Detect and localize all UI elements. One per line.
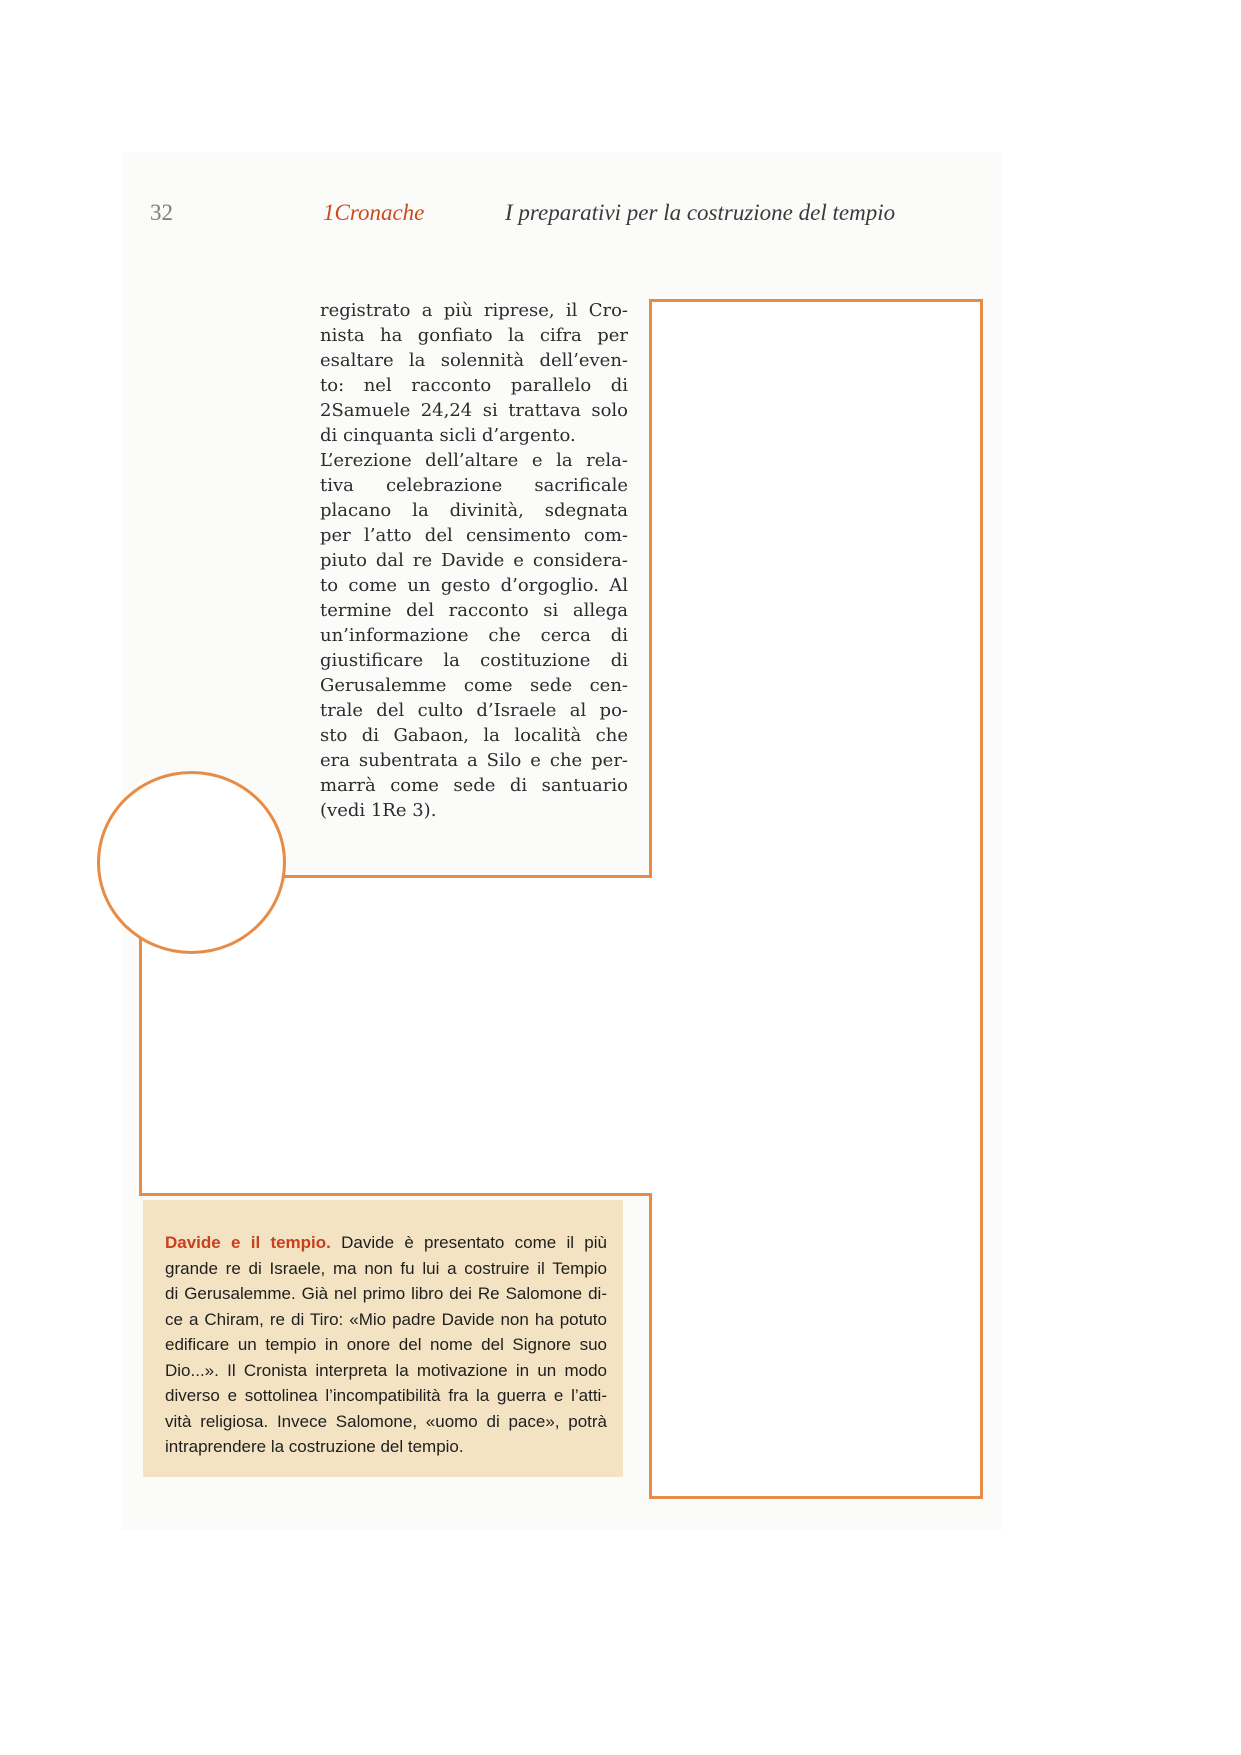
body-text-line: piuto dal re Davide e considera-	[320, 550, 628, 571]
body-text-column	[320, 298, 628, 823]
body-text-line: placano la divinità, sdegnata	[320, 500, 628, 521]
sidebar-text-line: diverso e sottolinea l’incompatibilità fra la guerra e l’atti-	[165, 1386, 607, 1405]
body-text-line: 2Samuele 24,24 si trattava solo	[320, 400, 628, 421]
page-number: 32	[150, 200, 173, 225]
sidebar-text-line: grande re di Israele, ma non fu lui a costruire il Tempio	[165, 1258, 607, 1278]
sidebar-title: Davide e il tempio.	[165, 1233, 331, 1252]
body-text-line: di cinquanta sicli d’argento.	[320, 425, 576, 446]
body-text-line: sto di Gabaon, la località che	[320, 725, 628, 746]
sidebar-box	[143, 1200, 623, 1477]
sidebar-text-line: edificare un tempio in onore del nome del Signore suo	[165, 1335, 607, 1354]
body-text-line: giustificare la costituzione di	[320, 650, 628, 671]
body-text-line: Gerusalemme come sede cen-	[320, 675, 628, 696]
sidebar-first-line	[165, 1230, 607, 1256]
body-text-line: registrato a più riprese, il Cro-	[320, 300, 628, 321]
book-title: 1Cronache	[323, 200, 425, 225]
sidebar-text-line: ce a Chiram, re di Tiro: «Mio padre Davide non ha potuto	[165, 1309, 607, 1329]
body-text-line: un’informazione che cerca di	[320, 625, 628, 646]
body-text-line: L’erezione dell’altare e la rela-	[320, 450, 628, 471]
sidebar-first-line-text: Davide è presentato come il più	[341, 1233, 607, 1252]
body-text-line: (vedi 1Re 3).	[320, 800, 437, 821]
image-frame-circle	[97, 771, 286, 954]
sidebar-text-line: vità religiosa. Invece Salomone, «uomo di pace», potrà	[165, 1411, 607, 1431]
body-text-line: per l’atto del censimento com-	[320, 525, 628, 546]
body-text-line: to come un gesto d’orgoglio. Al	[320, 575, 628, 596]
body-text-line: tiva celebrazione sacrificale	[320, 475, 628, 496]
body-text-line: termine del racconto si allega	[320, 600, 628, 621]
body-text-line: nista ha gonfiato la cifra per	[320, 325, 628, 346]
body-text-line: marrà come sede di santuario	[320, 775, 628, 796]
image-frame-right	[649, 299, 983, 1499]
body-text-line: trale del culto d’Israele al po-	[320, 700, 628, 721]
body-text-line: era subentrata a Silo e che per-	[320, 750, 628, 771]
sidebar-text-line: Dio...». Il Cronista interpreta la motivazione in un modo	[165, 1360, 607, 1380]
section-title: I preparativi per la costruzione del tempio	[505, 200, 896, 225]
body-text-line: to: nel racconto parallelo di	[320, 375, 628, 396]
body-text-line: esaltare la solennità dell’even-	[320, 350, 628, 371]
sidebar-text-line: intraprendere la costruzione del tempio.	[165, 1437, 464, 1456]
sidebar-text-line: di Gerusalemme. Già nel primo libro dei Re Salomone di-	[165, 1284, 607, 1303]
